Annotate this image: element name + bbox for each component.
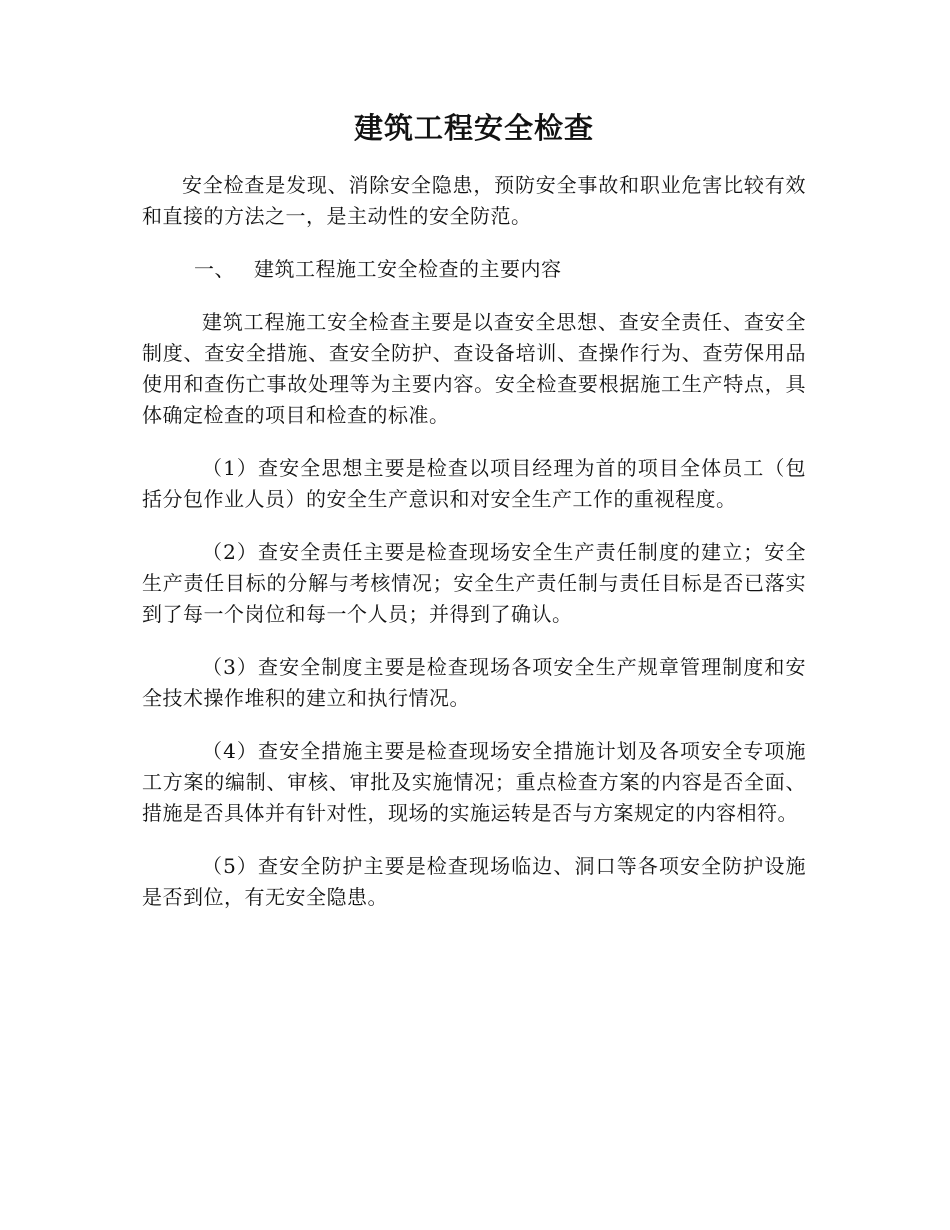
list-item: （3）查安全制度主要是检查现场各项安全生产规章管理制度和安全技术操作堆积的建立和执行情况。 [142, 655, 806, 710]
document-title: 建筑工程安全检查 [353, 111, 594, 145]
section-heading [142, 254, 806, 285]
list-item: （1）查安全思想主要是检查以项目经理为首的项目全体员工（包括分包作业人员）的安全生产意识和对安全生产工作的重视程度。 [142, 456, 806, 511]
document-page [142, 108, 806, 935]
section-body-paragraph: 建筑工程施工安全检查主要是以查安全思想、查安全责任、查安全制度、查安全措施、查安全防护、查设备培训、查操作行为、查劳保用品使用和查伤亡事故处理等为主要内容。安全检查要根据施工生产特点，具体确定检查的项目和检查的标准。 [142, 310, 806, 427]
list-item: （2）查安全责任主要是检查现场安全生产责任制度的建立；安全生产责任目标的分解与考核情况；安全生产责任制与责任目标是否已落实到了每一个岗位和每一个人员；并得到了确认。 [142, 540, 806, 626]
section-number: 一、 [194, 257, 235, 281]
list-item: （5）查安全防护主要是检查现场临边、洞口等各项安全防护设施是否到位，有无安全隐患。 [142, 854, 806, 909]
section-heading-text: 建筑工程施工安全检查的主要内容 [254, 257, 562, 281]
list-item: （4）查安全措施主要是检查现场安全措施计划及各项安全专项施工方案的编制、审核、审批及实施情况；重点检查方案的内容是否全面、措施是否具体并有针对性，现场的实施运转是否与方案规定的内容相符。 [142, 739, 806, 825]
intro-paragraph: 安全检查是发现、消除安全隐患，预防安全事故和职业危害比较有效和直接的方法之一，是主动性的安全防范。 [142, 173, 806, 228]
